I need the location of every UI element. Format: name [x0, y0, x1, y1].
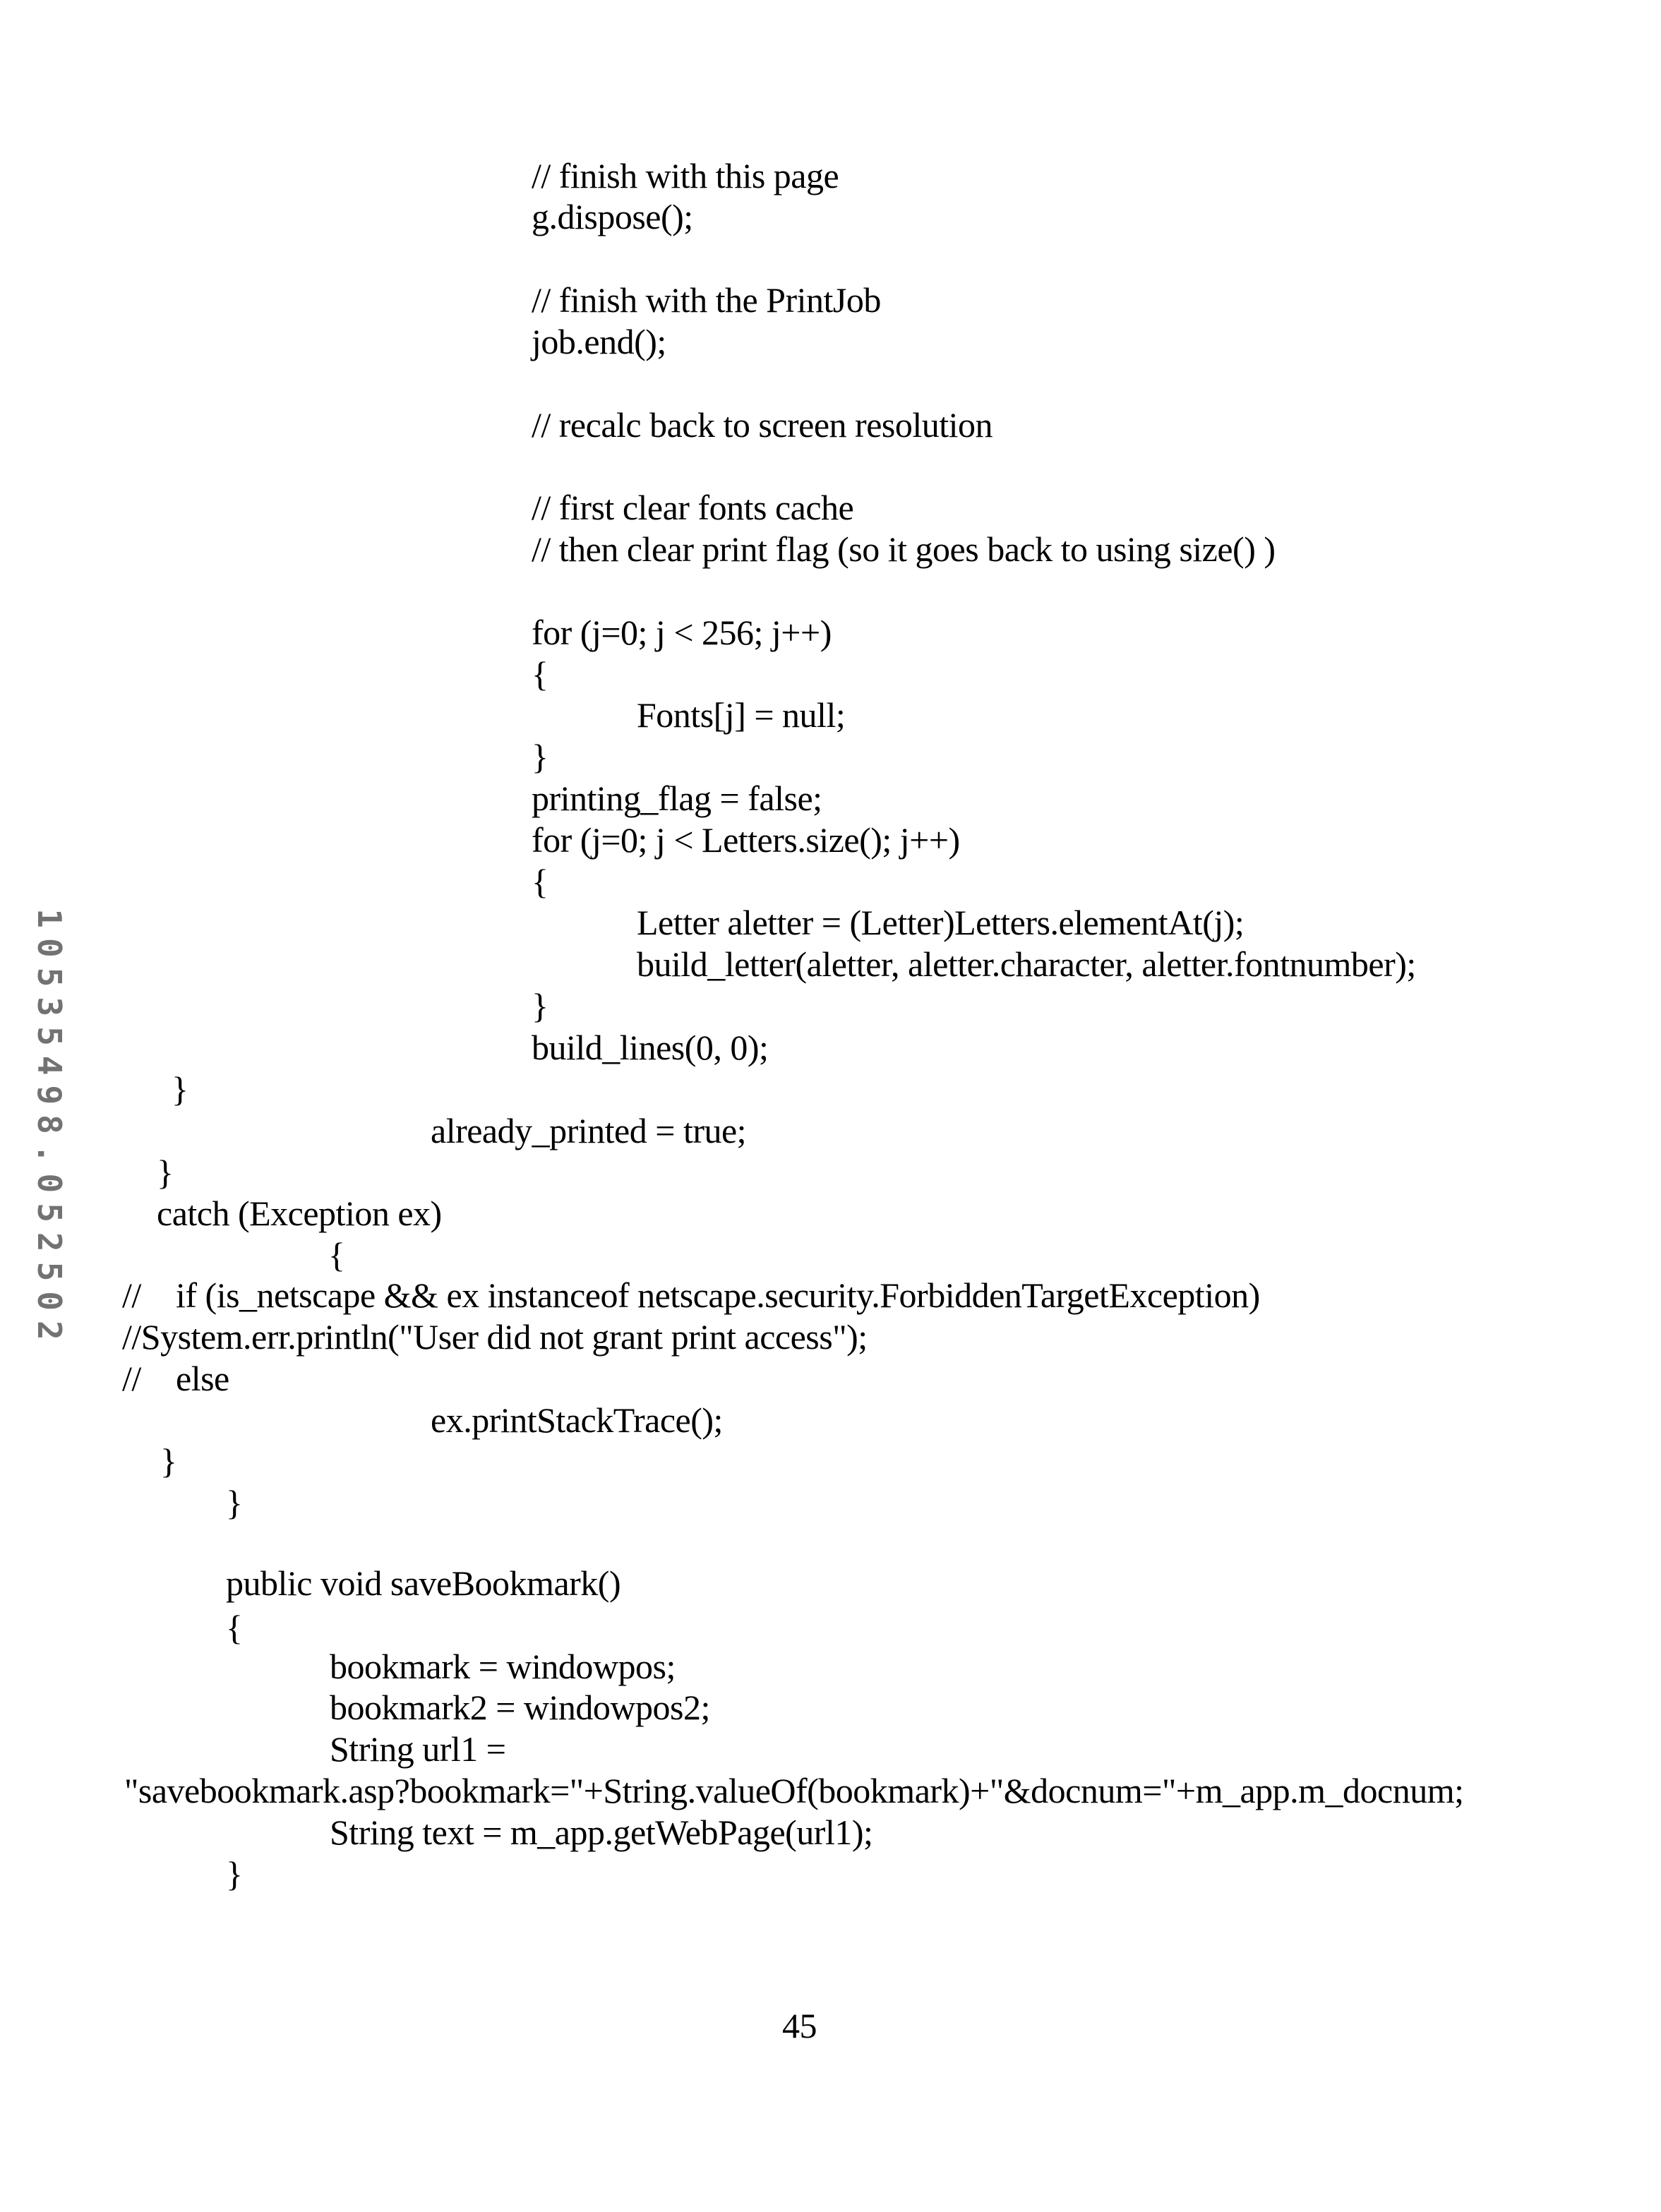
- code-line: // first clear fonts cache: [532, 490, 853, 525]
- code-line: bookmark2 = windowpos2;: [330, 1690, 710, 1725]
- code-line: job.end();: [532, 324, 666, 359]
- code-comment-marker: //: [122, 1361, 141, 1396]
- page-number: 45: [782, 2008, 817, 2043]
- code-line: public void saveBookmark(): [226, 1565, 620, 1601]
- code-line: already_printed = true;: [431, 1113, 746, 1148]
- code-line: String url1 =: [330, 1731, 505, 1767]
- code-line: }: [160, 1443, 177, 1479]
- code-line: }: [226, 1485, 243, 1520]
- code-line: "savebookmark.asp?bookmark="+String.valueOf(bookmark)+"&docnum="+m_app.m_docnum;: [124, 1773, 1464, 1808]
- code-line: // then clear print flag (so it goes back to using size() ): [532, 531, 1276, 567]
- code-line: // finish with this page: [532, 158, 839, 193]
- code-line: build_letter(aletter, aletter.character, aletter.fontnumber);: [637, 946, 1416, 982]
- code-line: catch (Exception ex): [157, 1196, 442, 1231]
- code-line: String text = m_app.getWebPage(url1);: [330, 1815, 873, 1850]
- code-line: {: [532, 656, 548, 692]
- code-line: else: [176, 1361, 229, 1396]
- code-line: Fonts[j] = null;: [637, 697, 845, 733]
- code-line: {: [328, 1237, 345, 1273]
- code-line: }: [157, 1155, 174, 1190]
- code-line: printing_flag = false;: [532, 781, 822, 816]
- stamp-text: 10535498.052502: [30, 908, 68, 1350]
- code-line: ex.printStackTrace();: [431, 1402, 723, 1438]
- code-line: for (j=0; j < 256; j++): [532, 615, 832, 650]
- code-line: {: [532, 864, 548, 899]
- code-line: //System.err.println("User did not grant print access");: [122, 1319, 868, 1354]
- code-line: if (is_netscape && ex instanceof netscape.security.ForbiddenTargetException): [176, 1278, 1260, 1313]
- code-line: bookmark = windowpos;: [330, 1649, 676, 1684]
- code-line: g.dispose();: [532, 199, 693, 234]
- code-line: }: [532, 988, 548, 1023]
- code-line: }: [226, 1856, 243, 1892]
- code-line: // finish with the PrintJob: [532, 282, 881, 318]
- code-line: {: [226, 1610, 243, 1645]
- code-comment-marker: //: [122, 1278, 141, 1313]
- code-line: }: [172, 1071, 188, 1107]
- code-line: // recalc back to screen resolution: [532, 407, 993, 443]
- code-line: for (j=0; j < Letters.size(); j++): [532, 822, 960, 858]
- code-line: build_lines(0, 0);: [532, 1030, 768, 1065]
- code-line: Letter aletter = (Letter)Letters.elementAt(j);: [637, 905, 1244, 940]
- document-id-stamp: [28, 847, 71, 1412]
- code-line: }: [532, 739, 548, 774]
